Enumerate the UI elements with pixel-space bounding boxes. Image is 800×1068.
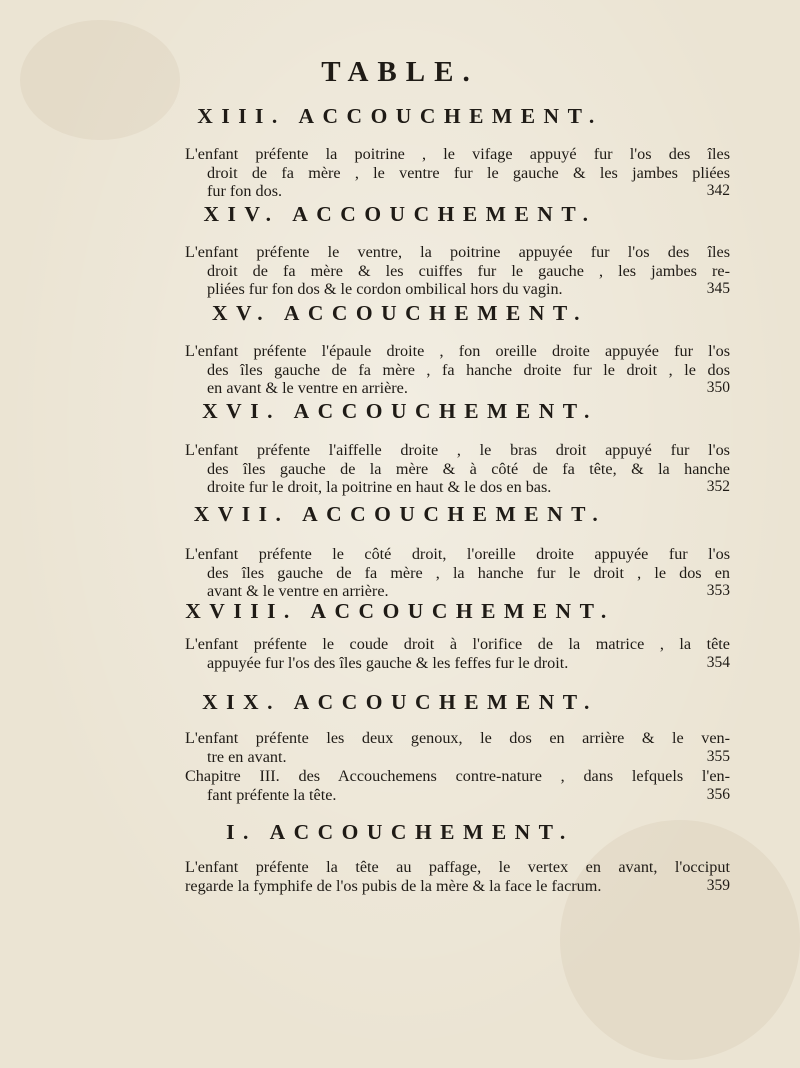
entry-line: des îles gauche de fa mère , la hanche fur le droit , le dos en [207,563,730,582]
table-entry [185,635,730,672]
table-entry [185,441,730,497]
table-entry [185,342,730,398]
entry-line: L'enfant préfente les deux genoux, le dos en arrière & le ven- [185,729,730,747]
page-number: 342 [706,182,730,199]
section-heading: XIII. ACCOUCHEMENT. [197,104,603,128]
table-entry [185,729,730,766]
table-entry [185,145,730,201]
paper-stain [560,820,800,1060]
entry-line: L'enfant préfente l'épaule droite , fon oreille droite appuyée fur l'os [185,342,730,360]
section-heading: XVIII. ACCOUCHEMENT. [185,599,615,623]
table-entry [185,545,730,601]
entry-line: Chapitre III. des Accouchemens contre-nature , dans lefquels l'en- [185,767,730,785]
page-number: 352 [706,478,730,495]
entry-line: des îles gauche de la mère & à côté de fa tête, & la hanche [207,459,730,478]
section-heading: XIV. ACCOUCHEMENT. [203,202,597,226]
entry-line: avant & le ventre en arrière. [207,582,389,601]
entry-line: L'enfant préfente la poitrine , le vifage appuyé fur l'os des îles [185,145,730,163]
page-title: TABLE. [321,56,479,88]
entry-line: droite fur le droit, la poitrine en haut & le dos en bas. [207,478,552,497]
entry-line: L'enfant préfente la tête au paffage, le vertex en avant, l'occiput [185,858,730,876]
page-number: 354 [706,654,730,671]
section-heading: I. ACCOUCHEMENT. [226,820,574,844]
entry-line: L'enfant préfente le côté droit, l'oreille droite appuyée fur l'os [185,545,730,563]
entry-line: tre en avant. [207,747,287,766]
entry-line: regarde la fymphife de l'os pubis de la mère & la face le facrum. [185,876,602,895]
section-heading: XVI. ACCOUCHEMENT. [202,399,598,423]
entry-line: droit de fa mère , le ventre fur le gauche & les jambes pliées [207,163,730,182]
entry-line: des îles gauche de fa mère , fa hanche droite fur le droit , le dos [207,360,730,379]
page-number: 355 [706,748,730,765]
section-heading: XIX. ACCOUCHEMENT. [202,690,598,714]
chapter-entry [185,767,730,804]
entry-line: L'enfant préfente l'aiffelle droite , le bras droit appuyé fur l'os [185,441,730,459]
entry-line: fur fon dos. [207,182,283,201]
page-number: 359 [706,877,730,894]
entry-line: en avant & le ventre en arrière. [207,379,408,398]
page-number: 356 [706,786,730,803]
page-number: 350 [706,379,730,396]
entry-line: pliées fur fon dos & le cordon ombilical hors du vagin. [207,280,563,299]
entry-line: appuyée fur l'os des îles gauche & les feffes fur le droit. [207,653,569,672]
section-heading: XV. ACCOUCHEMENT. [211,301,589,325]
page-number: 345 [706,280,730,297]
entry-line: fant préfente la tête. [207,785,337,804]
entry-line: L'enfant préfente le coude droit à l'orifice de la matrice , la tête [185,635,730,653]
table-entry [185,243,730,299]
entry-line: droit de fa mère & les cuiffes fur le gauche , les jambes re- [207,261,730,280]
entry-line: L'enfant préfente le ventre, la poitrine appuyée fur l'os des îles [185,243,730,261]
page-number: 353 [706,582,730,599]
section-heading: XVII. ACCOUCHEMENT. [193,502,607,526]
table-entry [185,858,730,895]
